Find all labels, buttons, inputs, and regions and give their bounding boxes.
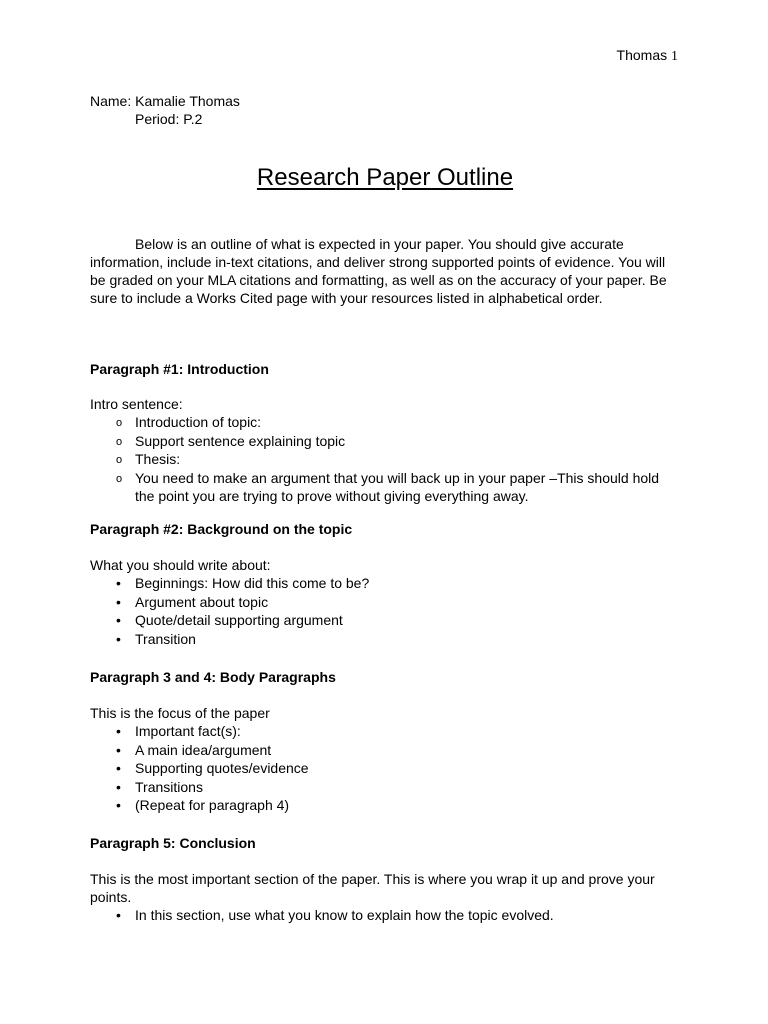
list-item-text: Important fact(s):: [135, 723, 241, 739]
student-period: Period: P.2: [135, 111, 203, 127]
list-item: [90, 593, 680, 612]
section-list: [90, 574, 680, 648]
document-title: Research Paper Outline: [256, 164, 514, 191]
list-item-text: Support sentence explaining topic: [135, 432, 346, 449]
list-item: [90, 574, 680, 593]
circle-bullet-icon: o: [116, 472, 123, 485]
bullet-icon: •: [116, 907, 121, 923]
list-item: [90, 413, 680, 432]
section-introduction: [90, 395, 680, 506]
list-item-text: (Repeat for paragraph 4): [135, 797, 290, 813]
list-item: [90, 611, 680, 630]
bullet-icon: •: [116, 723, 121, 739]
section-list: [90, 722, 680, 815]
list-item-text: Thesis:: [135, 451, 181, 467]
list-item: [90, 630, 680, 649]
page-number: 1: [671, 49, 678, 64]
list-item: [90, 450, 680, 469]
section-lead: This is the focus of the paper: [90, 705, 270, 721]
circle-bullet-icon: o: [116, 454, 123, 466]
bullet-icon: •: [116, 778, 121, 795]
bullet-icon: •: [116, 593, 121, 610]
section-background: [90, 556, 680, 648]
list-item: [90, 796, 680, 815]
section-heading-background: Paragraph #2: Background on the topic: [90, 521, 353, 537]
list-item-text: Introduction of topic:: [135, 414, 262, 430]
bullet-icon: •: [116, 612, 121, 628]
list-item-text: Quote/detail supporting argument: [135, 612, 343, 628]
section-heading-introduction: Paragraph #1: Introduction: [90, 361, 269, 377]
bullet-icon: •: [116, 741, 121, 758]
page-header: [617, 47, 678, 65]
bullet-icon: •: [116, 760, 121, 776]
section-heading-body: Paragraph 3 and 4: Body Paragraphs: [90, 669, 336, 685]
list-item: [90, 722, 680, 741]
circle-bullet-icon: o: [116, 435, 123, 448]
bullet-icon: •: [116, 575, 121, 591]
list-item-text: In this section, use what you know to explain how the topic evolved.: [135, 907, 554, 923]
list-item: [90, 432, 680, 451]
list-item: [90, 906, 680, 925]
student-name: Name: Kamalie Thomas: [90, 93, 240, 109]
section-list: [90, 413, 680, 506]
list-item-text: Transitions: [135, 778, 203, 795]
list-item-text: Beginnings: How did this come to be?: [135, 575, 370, 591]
intro-paragraph: Below is an outline of what is expected in your paper. You should give accurate information, include in-text citations, and deliver strong supported points of evidence. You will be graded on your MLA citations and formatting, as well as on the accuracy of your paper. Be sure to include a Works Cited page with your resources listed in alphabetical order.: [90, 236, 667, 306]
section-lead: This is the most important section of the paper. This is where you wrap it up and prove your points.: [90, 871, 655, 905]
section-body: [90, 704, 680, 815]
document-body: [90, 92, 680, 923]
list-item: [90, 759, 680, 778]
header-surname: Thomas: [616, 47, 668, 63]
list-item-text: Argument about topic: [135, 593, 269, 610]
list-item-text: A main idea/argument: [135, 741, 272, 758]
list-item-text: Supporting quotes/evidence: [135, 760, 309, 776]
bullet-icon: •: [116, 797, 121, 813]
list-item-text: Transition: [135, 630, 196, 647]
list-item-text: You need to make an argument that you will back up in your paper –This should hold the point you are trying to prove without giving everything away.: [135, 469, 660, 504]
circle-bullet-icon: o: [116, 417, 123, 429]
section-heading-conclusion: Paragraph 5: Conclusion: [90, 835, 256, 851]
section-list: [90, 906, 680, 925]
list-item: [90, 741, 680, 760]
section-lead: What you should write about:: [90, 557, 271, 573]
list-item: [90, 778, 680, 797]
section-lead: Intro sentence:: [90, 396, 183, 412]
bullet-icon: •: [116, 630, 121, 647]
section-conclusion: [90, 870, 680, 925]
list-item: [90, 469, 680, 506]
